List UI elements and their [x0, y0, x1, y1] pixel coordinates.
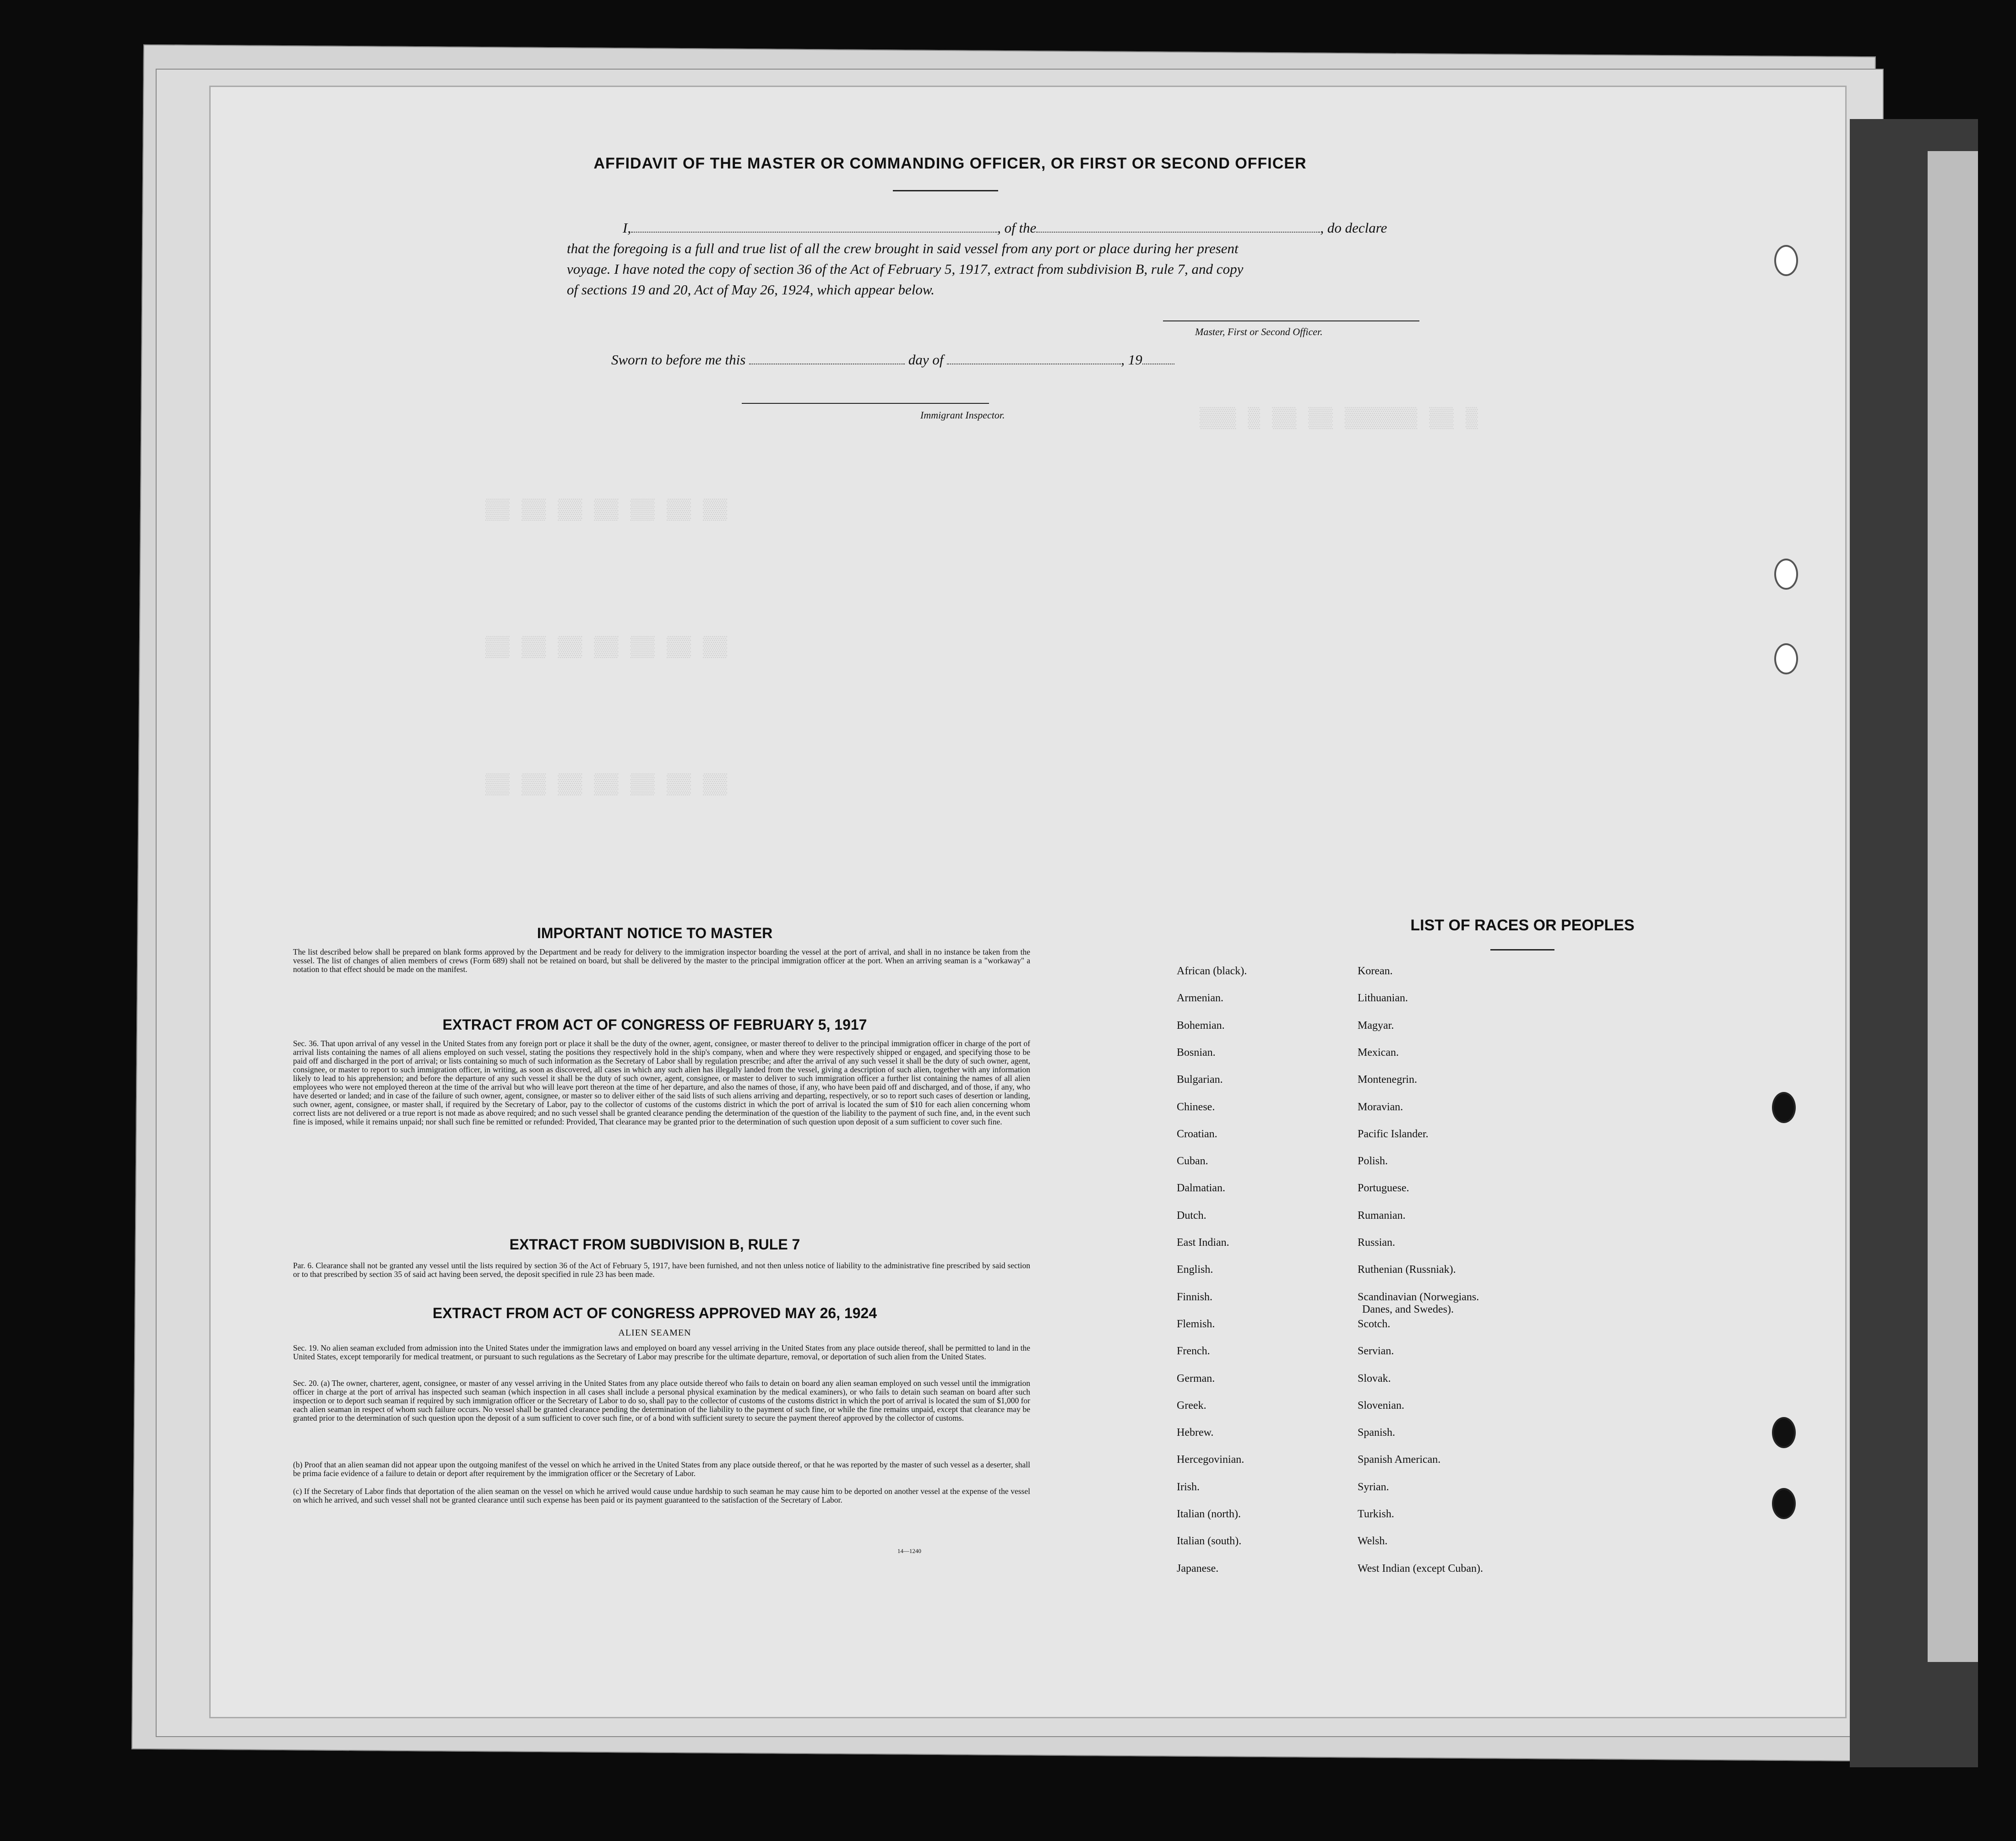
race-item: Scotch. — [1358, 1318, 1391, 1330]
race-item: Ruthenian (Russniak). — [1358, 1264, 1456, 1276]
extract-1917-text: Sec. 36. That upon arrival of any vessel in the United States from any foreign port or place it shall be the duty of the owner, agent, consignee, or master thereof to deliver to the principal immigration officer in charge of the port of arrival lists containing the names of all aliens employed on such vessel, stating the positions they respectively hold in the ship's company, when and where they were respectively shipped or engaged, and specifying those to be paid off and discharged in the port of arrival; or lists containing so much of such information as the Secretary of Labor shall by regulation prescribe; and after the arrival of any such vessel it shall be the duty of such owner, agent, consignee, or master to report to such immigration officer, in writing, as soon as discovered, all cases in which any such alien has illegally landed from the vessel, giving a description of such alien, together with any information likely to lead to his apprehension; and before the departure of any such vessel it shall be the duty of such owner, agent, consignee, or master to deliver to such immigration officer a further list containing the names of all alien employees who were not employed thereon at the time of the arrival but who will leave port thereon at the time of her departure, and also the names of those, if any, who have been paid off and discharged, and of those, if any, who have deserted or landed; and in case of the failure of such owner, agent, consignee, or master so to deliver either of the said lists of such aliens arriving and departing, respectively, or so to report such cases of desertion or landing, such owner, agent, consignee, or master shall, if required by the Secretary of Labor, pay to the collector of customs of the customs district in which the port of arrival is located the sum of $10 for each alien concerning whom correct lists are not delivered or a true report is not made as above required; and no such vessel shall be granted clearance pending the determination of the question of the liability to the payment of such fine, and, in the event such fine is imposed, while it remains unpaid; nor shall such fine be remitted or refunded: Provided, That clearance may be granted prior to the determination of such question upon deposit of a sum sufficient to cover such fine. — [293, 1039, 1030, 1126]
race-item: Cuban. — [1177, 1155, 1208, 1168]
race-item: Magyar. — [1358, 1019, 1394, 1032]
race-item: Mexican. — [1358, 1046, 1399, 1059]
race-item: Pacific Islander. — [1358, 1128, 1429, 1140]
race-item: Flemish. — [1177, 1318, 1215, 1330]
race-item: West Indian (except Cuban). — [1358, 1562, 1483, 1575]
race-item: Japanese. — [1177, 1562, 1219, 1575]
affidavit-title: AFFIDAVIT OF THE MASTER OR COMMANDING OFFICER, OR FIRST OR SECOND OFFICER — [593, 155, 1307, 172]
race-item: Welsh. — [1358, 1535, 1388, 1548]
race-item: German. — [1177, 1372, 1215, 1385]
race-item: French. — [1177, 1345, 1210, 1358]
race-item: Moravian. — [1358, 1101, 1403, 1113]
sec20b-text: (b) Proof that an alien seaman did not appear upon the outgoing manifest of the vessel on which he arrived in the United States from any place outside thereof, or that he was reported by the master of such vessel as a deserter, shall be prima facie evidence of a failure to detain or deport after requirement by the immigration officer or the Secretary of Labor. — [293, 1460, 1030, 1478]
alien-seamen-subtitle: ALIEN SEAMEN — [618, 1328, 691, 1338]
race-item: Irish. — [1177, 1481, 1200, 1493]
race-item: Bulgarian. — [1177, 1074, 1223, 1086]
race-item: East Indian. — [1177, 1237, 1229, 1249]
race-item: Finnish. — [1177, 1291, 1213, 1303]
binder-strip — [1928, 151, 1978, 1662]
race-item: Portuguese. — [1358, 1182, 1409, 1195]
notice-title: IMPORTANT NOTICE TO MASTER — [537, 925, 773, 941]
inspector-signature-line — [742, 403, 989, 404]
affidavit-line-4: of sections 19 and 20, Act of May 26, 1924, which appear below. — [567, 282, 935, 298]
race-item: Spanish. — [1358, 1427, 1396, 1439]
race-item: Dalmatian. — [1177, 1182, 1225, 1195]
affidavit-line-3: voyage. I have noted the copy of section 36 of the Act of February 5, 1917, extract from subdivision B, rule 7, and copy — [567, 261, 1244, 277]
race-item: Bosnian. — [1177, 1046, 1216, 1059]
binder-hole — [1772, 1417, 1796, 1448]
race-item: Italian (north). — [1177, 1508, 1241, 1520]
race-item: Hercegovinian. — [1177, 1454, 1244, 1466]
races-title: LIST OF RACES OR PEOPLES — [1410, 917, 1635, 934]
race-item: Italian (south). — [1177, 1535, 1242, 1548]
race-item: Russian. — [1358, 1237, 1396, 1249]
race-item: Syrian. — [1358, 1481, 1389, 1493]
extract-1924-title: EXTRACT FROM ACT OF CONGRESS APPROVED MAY 26, 1924 — [432, 1305, 877, 1321]
race-item: Armenian. — [1177, 992, 1223, 1005]
races-title-rule — [1490, 949, 1554, 950]
race-item: Dutch. — [1177, 1209, 1206, 1222]
binder-hole — [1772, 1092, 1796, 1123]
signature-line — [1163, 320, 1419, 321]
rule7-title: EXTRACT FROM SUBDIVISION B, RULE 7 — [509, 1236, 800, 1253]
sworn-line: Sworn to before me this day of , 19 — [611, 352, 1174, 368]
race-item: Hebrew. — [1177, 1427, 1214, 1439]
race-item: Montenegrin. — [1358, 1074, 1417, 1086]
form-number: 14—1240 — [897, 1548, 921, 1554]
notice-text: The list described below shall be prepared on blank forms approved by the Department and be ready for delivery to the immigration inspector boarding the vessel at the port of arrival, and shall in no instance be taken from the vessel. The list of changes of alien members of crews (Form 689) shall not be retained on board, but shall be delivered by the master to the principal immigration officer at the port. When an arriving seaman is a "workaway" a notation to that effect should be made on the manifest. — [293, 947, 1030, 974]
race-item: Rumanian. — [1358, 1209, 1406, 1222]
sec20c-text: (c) If the Secretary of Labor finds that deportation of the alien seaman on the vessel on which he arrived would cause undue hardship to such seaman he may cause him to be deported on another vessel at the expense of the vessel on which he arrived, and such vessel shall not be granted clearance until such expense has been paid or its payment guaranteed to the satisfaction of the Secretary of Labor. — [293, 1487, 1030, 1504]
race-item: Servian. — [1358, 1345, 1394, 1358]
binder-hole — [1774, 559, 1798, 590]
manifest-page: ▒ ▒▒ ▒▒▒▒▒▒ ▒▒ ▒▒ ▒ ▒▒▒ ▒▒ ▒▒ ▒▒ ▒▒ ▒▒ ▒▒ ▒▒ ▒▒ ▒▒ ▒▒ ▒▒ ▒▒ ▒▒ ▒▒ ▒▒ ▒▒ ▒▒ ▒▒ ▒▒ ▒▒ ▒▒ AFFIDAVIT OF THE MASTER OR COMMANDING OFFICER, OR FIRST OR SECOND OFFICER I, , of the , do declare that the foregoing is a full and true list of all the crew brought in said vessel from any port or place during her present voyage. I have noted the copy of section 36 of the Act of February 5, 1917, extract from subdivision B, rule 7, and copy of sections 19 and 20, Act of May 26, 1924, which appear below. Master, First or Second Officer. Sworn to before me this day of , 19 Immigrant Inspector. IMPORTANT NOTICE TO MASTER The list described below shall be prepared on blank forms approved by the Department and be ready for delivery to the immigration inspector boarding the vessel at the port of arrival, and shall in no instance be taken from the vessel. The list of changes of alien members of crews (Form 689) shall not be retained on board, but shall be delivered by the master to the principal immigration officer at the port. When an arriving seaman is a "workaway" a notation to that effect should be made on the manifest. EXTRACT FROM ACT OF CONGRESS OF FEBRUARY 5, 1917 Sec. 36. That upon arrival of any vessel in the United States from any foreign port or place it shall be the duty of the owner, agent, consignee, or master thereof to deliver to the principal immigration officer in charge of the port of arrival lists containing the names of all aliens employed on such vessel, stating the positions they respectively hold in the ship's company, when and where they were respectively shipped or engaged, and specifying those to be paid off and discharged in the port of arrival; or lists containing so much of such information as the Secretary of Labor shall by regulation prescribe; and after the arrival of any such vessel it shall be the duty of such owner, agent, consignee, or master to report to such immigration officer, in writing, as soon as discovered, all cases in which any such alien has illegally landed from the vessel, giving a description of such alien, together with any information likely to lead to his apprehension; and before the departure of any such vessel it shall be the duty of such owner, agent, consignee, or master to deliver to such immigration officer a further list containing the names of all alien employees who were not employed thereon at the time of the arrival but who will leave port thereon at the time of her departure, and also the names of those, if any, who have been paid off and discharged, and of those, if any, who have deserted or landed; and in case of the failure of such owner, agent, consignee, or master so to deliver either of the said lists of such aliens arriving and departing, respectively, or so to report such cases of desertion or landing, such owner, agent, consignee, or master shall, if required by the Secretary of Labor, pay to the collector of customs of the customs district in which the port of arrival is located the sum of $10 for each alien concerning whom correct lists are not delivered or a true report is not made as above required; and no such vessel shall be granted clearance pending the determination of the question of the liability to the payment of such fine, and, in the event such fine is imposed, while it remains unpaid; nor shall such fine be remitted or refunded: Provided, That clearance may be granted prior to the determination of such question upon deposit of a sum sufficient to cover such fine. EXTRACT FROM SUBDIVISION B, RULE 7 Par. 6. Clearance shall not be granted any vessel until the lists required by section 36 of the Act of February 5, 1917, have been furnished, and not then unless notice of liability to the administrative fine prescribed by said section or to that prescribed by section 35 of said act having been served, the deposit specified in rule 23 has been made. EXTRACT FROM ACT OF CONGRESS APPROVED MAY 26, 1924 ALIEN SEAMEN Sec. 19. No alien seaman excluded from admission into the United States under the immigration laws and employed on board any vessel arriving in the United States from any place outside thereof, shall be permitted to land in the United States, except temporarily for medical treatment, or pursuant to such regulations as the Secretary of Labor may prescribe for the ultimate departure, removal, or deportation of such alien from the United States. Sec. 20. (a) The owner, charterer, agent, consignee, or master of any vessel arriving in the United States from any place outside thereof who fails to detain on board any alien seaman employed on such vessel until the immigration officer in charge at the port of arrival has inspected such seaman (which inspection in all cases shall include a personal physical examination by the medical examiners), or who fails to detain such seaman on board after such inspection or to deport such seaman if required by such immigration officer or the Secretary of Labor to do so, shall pay to the collector of customs of the customs district in which the port of arrival is located the sum of $1,000 for each alien seaman in respect of whom such failure occurs. No vessel shall be granted clearance pending the determination of the liability to the payment of such fine, or while the fine remains unpaid, except that clearance may be granted prior to the determination of such question upon the deposit of a sum sufficient to cover such fine, or of a bond with sufficient surety to secure the payment thereof approved by the collector of customs. (b) Proof that an alien seaman did not appear upon the outgoing manifest of the vessel on which he arrived in the United States from any place outside thereof, or that he was reported by the master of such vessel as a deserter, shall be prima facie evidence of a failure to detain or deport after requirement by the immigration officer or the Secretary of Labor. (c) If the Secretary of Labor finds that deportation of the alien seaman on the vessel on which he arrived would cause undue hardship to such seaman he may cause him to be deported on another vessel at the expense of the vessel on which he arrived, and such vessel shall not be granted clearance until such expense has been paid or its payment guaranteed to the satisfaction of the Secretary of Labor. 14—1240 LIST OF RACES OR PEOPLES African (black). Armenian. Bohemian. Bosnian. Bulgarian. Chinese. Croatian. Cuban. Dalmatian. Dutch. East Indian. English. Finnish. Flemish. French. German. Greek. Hebrew. Hercegovinian. Irish. Italian (north). Italian (south). Japanese. Korean. Lithuanian. Magyar. Mexican. Montenegrin. Moravian. Pacific Islander. Polish. Portuguese. Rumanian. Russian. Ruthenian (Russniak). Scandinavian (Norwegians. Danes, and Swedes). Scotch. Servian. Slovak. Slovenian. Spanish. Spanish American. Syrian. Turkish. Welsh. West Indian (except Cuban). — [211, 87, 1845, 1717]
race-item: Korean. — [1358, 965, 1393, 977]
binder-hole — [1772, 1488, 1796, 1519]
race-item: Bohemian. — [1177, 1019, 1225, 1032]
race-item: English. — [1177, 1264, 1213, 1276]
binder-hole — [1774, 643, 1798, 674]
affidavit-line-1: I, , of the , do declare — [623, 220, 1387, 236]
affidavit-line-2: that the foregoing is a full and true list of all the crew brought in said vessel from any port or place during her present — [567, 240, 1239, 256]
sec20a-text: Sec. 20. (a) The owner, charterer, agent, consignee, or master of any vessel arriving in the United States from any place outside thereof who fails to detain on board any alien seaman employed on such vessel until the immigration officer in charge at the port of arrival has inspected such seaman (which inspection in all cases shall include a personal physical examination by the medical examiners), or who fails to detain such seaman on board after such inspection or to deport such seaman if required by such immigration officer or the Secretary of Labor to do so, shall pay to the collector of customs of the customs district in which the port of arrival is located the sum of $1,000 for each alien seaman in respect of whom such failure occurs. No vessel shall be granted clearance pending the determination of the liability to the payment of such fine, or while the fine remains unpaid, except that clearance may be granted prior to the determination of such question upon the deposit of a sum sufficient to cover such fine, or of a bond with sufficient surety to secure the payment thereof approved by the collector of customs. — [293, 1379, 1030, 1423]
race-item: Slovak. — [1358, 1372, 1391, 1385]
binder-hole — [1774, 245, 1798, 276]
sec19-text: Sec. 19. No alien seaman excluded from admission into the United States under the immigration laws and employed on board any vessel arriving in the United States from any place outside thereof, shall be permitted to land in the United States, except temporarily for medical treatment, or pursuant to such regulations as the Secretary of Labor may prescribe for the ultimate departure, removal, or deportation of such alien from the United States. — [293, 1343, 1030, 1361]
signature-label: Master, First or Second Officer. — [1195, 326, 1323, 337]
race-item: Scandinavian (Norwegians. — [1358, 1291, 1479, 1303]
race-item: Danes, and Swedes). — [1362, 1303, 1454, 1315]
race-item: Greek. — [1177, 1399, 1206, 1412]
race-item: Slovenian. — [1358, 1399, 1404, 1412]
inspector-label: Immigrant Inspector. — [920, 409, 1005, 421]
race-item: Spanish American. — [1358, 1454, 1441, 1466]
race-item: Turkish. — [1358, 1508, 1394, 1520]
extract-1917-title: EXTRACT FROM ACT OF CONGRESS OF FEBRUARY 5, 1917 — [442, 1016, 867, 1033]
race-item: African (black). — [1177, 965, 1247, 977]
race-item: Chinese. — [1177, 1101, 1215, 1113]
race-item: Lithuanian. — [1358, 992, 1408, 1005]
race-item: Croatian. — [1177, 1128, 1217, 1140]
rule7-text: Par. 6. Clearance shall not be granted any vessel until the lists required by section 36 of the Act of February 5, 1917, have been furnished, and not then unless notice of liability to the administrative fine prescribed by said section or to that prescribed by section 35 of said act having been served, the deposit specified in rule 23 has been made. — [293, 1261, 1030, 1279]
race-item: Polish. — [1358, 1155, 1388, 1168]
title-rule — [893, 190, 998, 191]
